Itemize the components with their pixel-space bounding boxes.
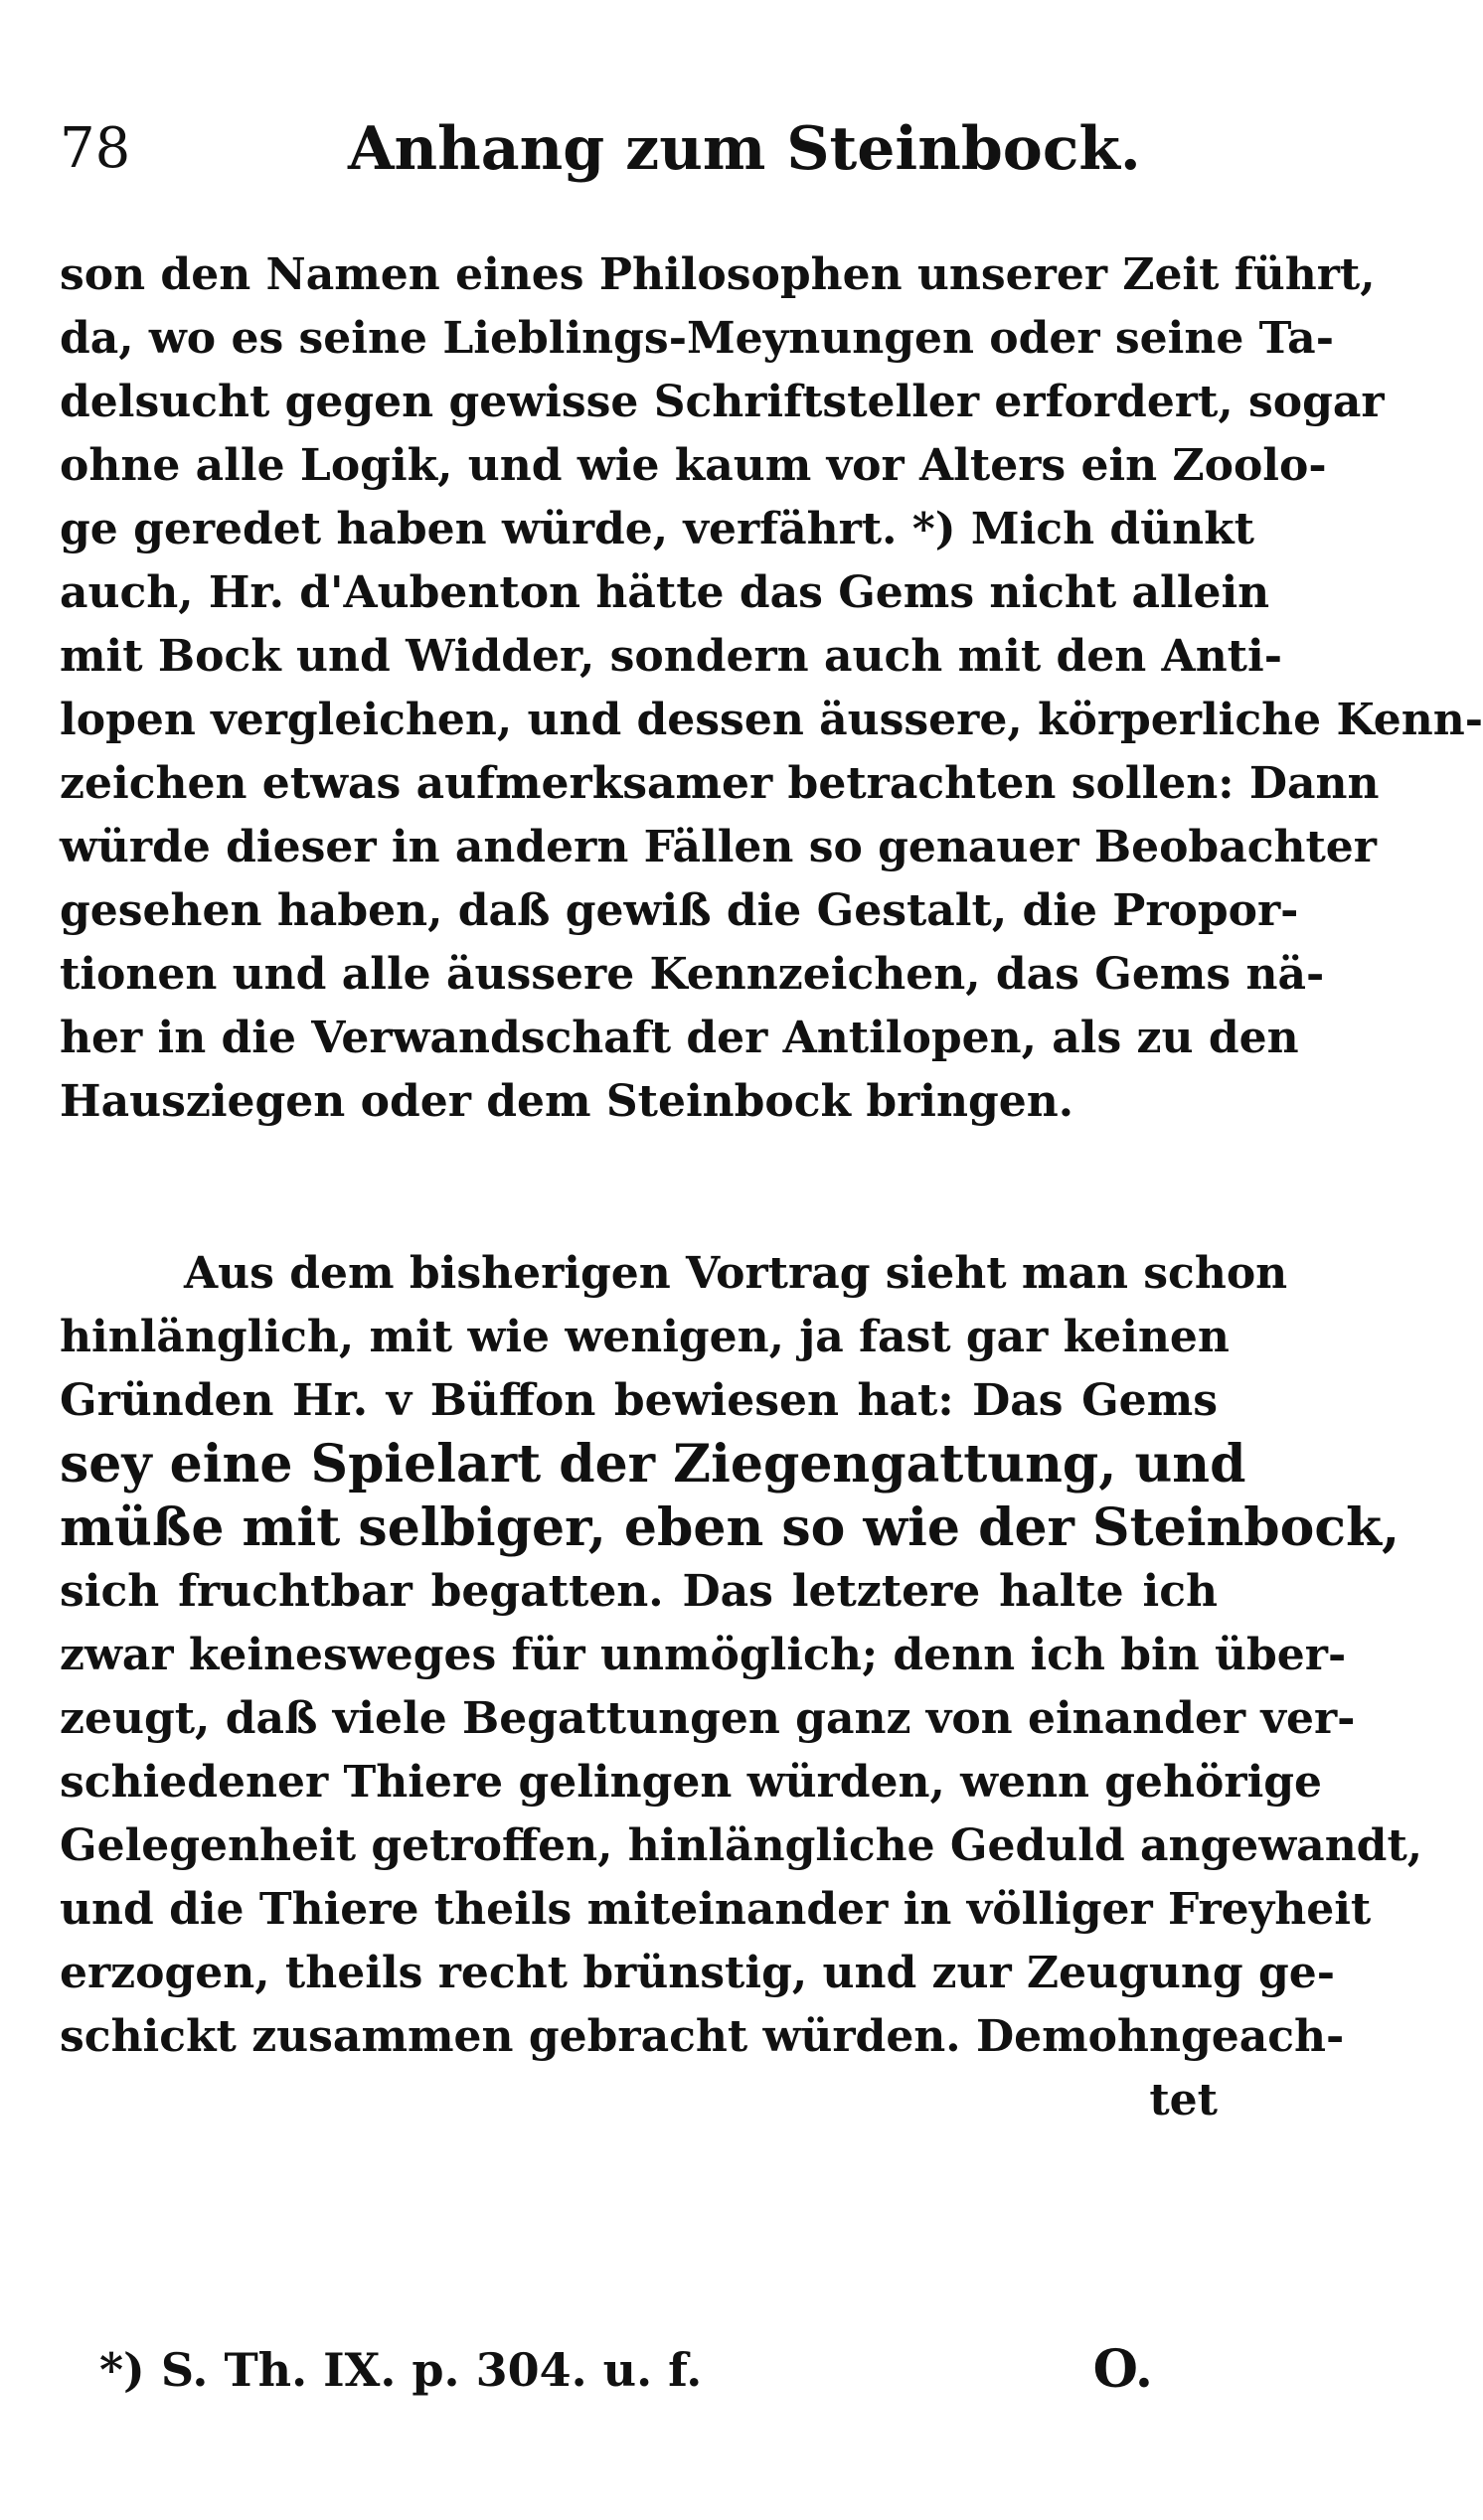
text-line: lopen vergleichen, und dessen äussere, körperliche Kenn- xyxy=(60,695,1483,745)
text-line: gesehen haben, daß gewiß die Gestalt, die Propor- xyxy=(60,885,1299,936)
text-line: ge geredet haben würde, verfährt. *) Mich dünkt xyxy=(60,504,1254,554)
text-line: auch, Hr. d'Aubenton hätte das Gems nicht allein xyxy=(60,567,1270,618)
text-line: müße mit selbiger, eben so wie der Steinbock, xyxy=(60,1497,1401,1558)
text-line: würde dieser in andern Fällen so genauer Beobachter xyxy=(60,822,1377,872)
text-line: tionen und alle äussere Kennzeichen, das Gems nä- xyxy=(60,949,1325,1000)
text-line: schickt zusammen gebracht würden. Demohngeach- xyxy=(60,2011,1345,2062)
paragraph-2 xyxy=(60,1242,1423,2132)
footnote-text: *) S. Th. IX. p. 304. u. f. xyxy=(99,2343,703,2397)
text-line: hinlänglich, mit wie wenigen, ja fast gar keinen xyxy=(60,1312,1230,1362)
text-line: son den Namen eines Philosophen unserer Zeit führt, xyxy=(60,249,1376,300)
text-line: zeichen etwas aufmerksamer betrachten sollen: Dann xyxy=(60,758,1380,809)
text-line: da, wo es seine Lieblings-Meynungen oder seine Ta- xyxy=(60,313,1334,364)
catchword: tet xyxy=(1149,2075,1218,2126)
text-line: erzogen, theils recht brünstig, und zur Zeugung ge- xyxy=(60,1948,1335,1998)
page-number: 78 xyxy=(60,116,131,181)
text-line: und die Thiere theils miteinander in völliger Freyheit xyxy=(60,1884,1372,1935)
running-title: Anhang zum Steinbock. xyxy=(348,114,1141,184)
text-line: Aus dem bisherigen Vortrag sieht man schon xyxy=(184,1248,1288,1299)
text-line: Gelegenheit getroffen, hinlängliche Geduld angewandt, xyxy=(60,1820,1423,1871)
text-line: ohne alle Logik, und wie kaum vor Alters ein Zoolo- xyxy=(60,440,1327,491)
text-line: Hausziegen oder dem Steinbock bringen. xyxy=(60,1076,1074,1127)
signature-mark: O. xyxy=(1092,2339,1153,2400)
paragraph-1 xyxy=(60,243,1483,1134)
text-line: zeugt, daß viele Begattungen ganz von einander ver- xyxy=(60,1693,1356,1744)
text-line: her in die Verwandschaft der Antilopen, als zu den xyxy=(60,1013,1299,1063)
footnote xyxy=(99,2330,1153,2410)
text-line: Gründen Hr. v Büffon bewiesen hat: Das Gems xyxy=(60,1375,1218,1426)
text-line: sey eine Spielart der Ziegengattung, und xyxy=(60,1434,1246,1495)
text-line: schiedener Thiere gelingen würden, wenn gehörige xyxy=(60,1757,1323,1808)
text-line: zwar keinesweges für unmöglich; denn ich bin über- xyxy=(60,1630,1347,1680)
text-line: mit Bock und Widder, sondern auch mit den Anti- xyxy=(60,631,1282,682)
text-line: delsucht gegen gewisse Schriftsteller erfordert, sogar xyxy=(60,377,1385,427)
page-header xyxy=(60,109,1193,189)
text-line: sich fruchtbar begatten. Das letztere halte ich xyxy=(60,1566,1218,1617)
